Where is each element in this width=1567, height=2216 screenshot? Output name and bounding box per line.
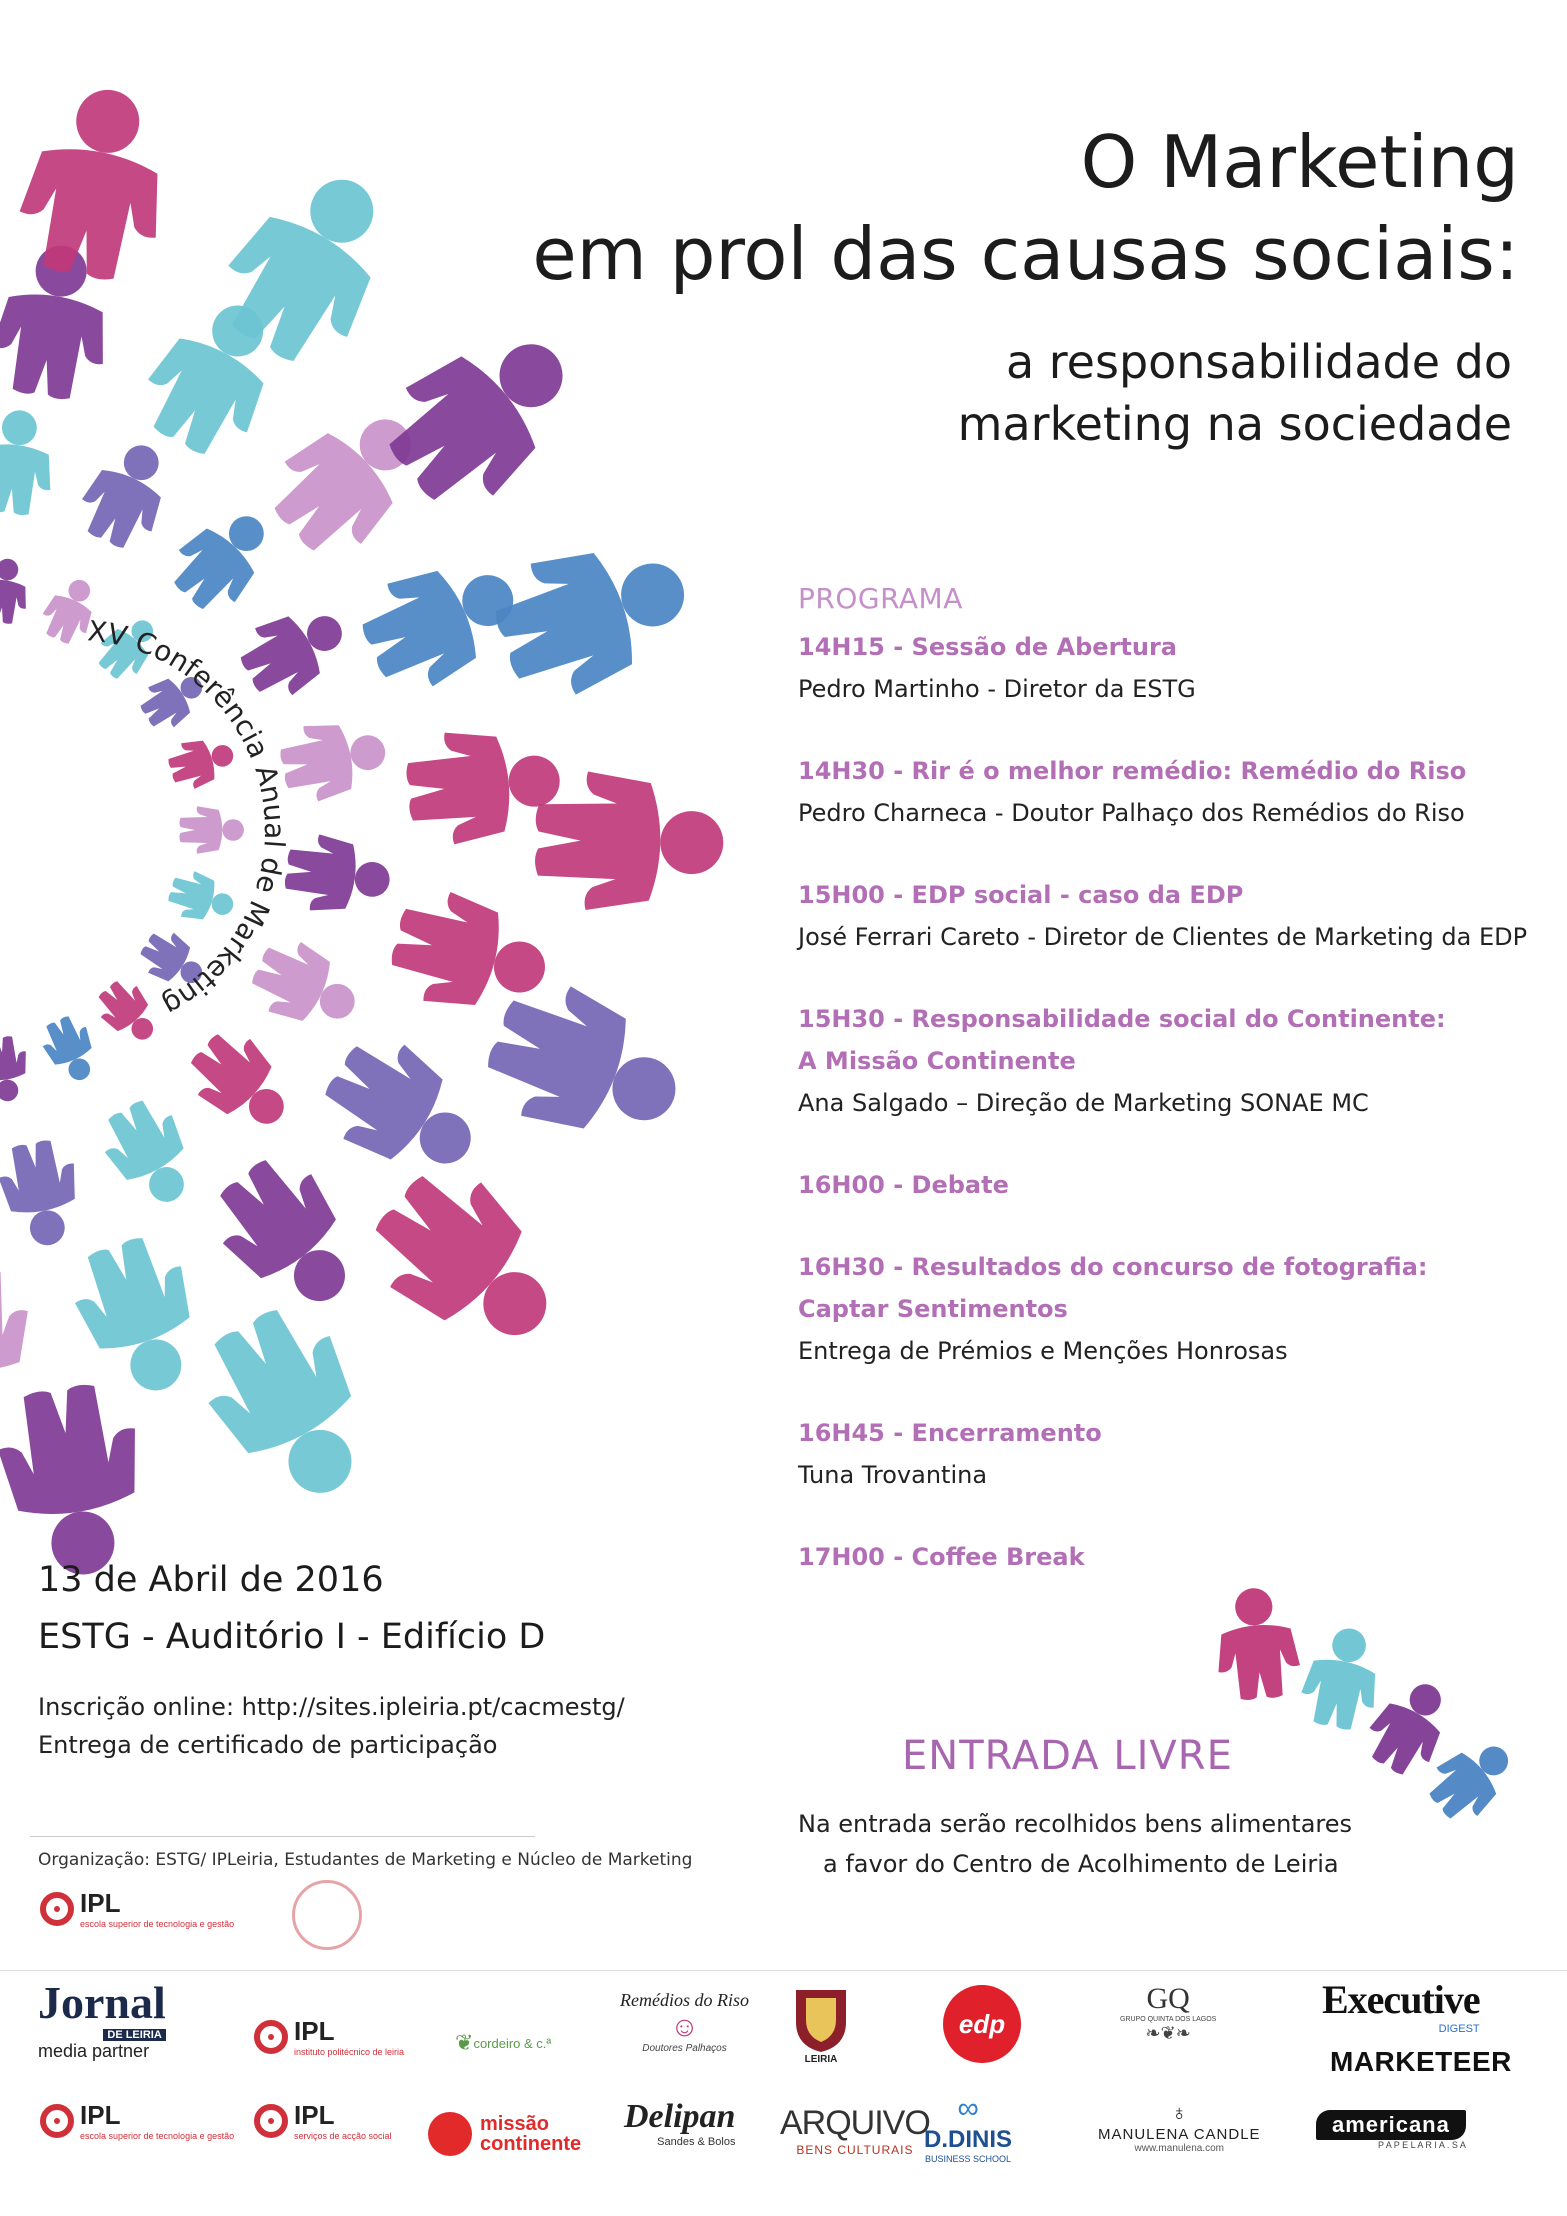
missao-continente-logo <box>428 2112 581 2156</box>
person-figure <box>179 806 243 854</box>
ipl-estg-logo <box>40 1888 234 1929</box>
organization-label: Organização: ESTG/ IPLeiria, Estudantes de Marketing e Núcleo de Marketing <box>38 1850 693 1870</box>
program-item-title: 14H15 - Sessão de Abertura <box>798 633 1177 661</box>
ipl-logo <box>254 2016 404 2057</box>
program-list <box>798 626 1538 1618</box>
person-figure <box>177 1019 305 1146</box>
arquivo-text: ARQUIVO <box>780 2104 930 2142</box>
digest-text: DIGEST <box>1438 2023 1480 2035</box>
program-item-title-cont: A Missão Continente <box>798 1047 1076 1075</box>
americana-papelaria-logo <box>1316 2110 1466 2150</box>
program-item-title-cont: Captar Sentimentos <box>798 1295 1068 1323</box>
remedios-do-riso-logo <box>620 1990 749 2054</box>
missao-text: missão <box>480 2113 549 2135</box>
ipl-estg-logo-2 <box>40 2100 234 2141</box>
person-figure <box>0 1378 156 1585</box>
ipl-text: IPL <box>80 1888 121 1918</box>
event-venue: ESTG - Auditório I - Edifício D <box>38 1617 546 1657</box>
program-item <box>798 1536 1538 1578</box>
marketeer-logo <box>1330 2046 1512 2078</box>
ddinis-subtext: BUSINESS SCHOOL <box>924 2154 1012 2164</box>
registration-info: Inscrição online: http://sites.ipleiria.pt/cacmestg/ <box>38 1693 625 1721</box>
ipl-subtext: serviços de acção social <box>294 2131 392 2141</box>
person-figure <box>254 386 442 572</box>
person-figure <box>89 973 167 1053</box>
person-figure <box>91 1090 208 1218</box>
remedios-text: Remédios do Riso <box>620 1990 749 2010</box>
remedios-subtext: Doutores Palhaços <box>642 2043 727 2054</box>
executive-digest-logo <box>1322 1976 1480 2035</box>
ipl-text: IPL <box>80 2100 121 2130</box>
jornal-text: Jornal <box>38 1977 166 2028</box>
delipan-text: Delipan <box>624 2098 736 2135</box>
person-figure <box>482 519 705 711</box>
subtitle-line-1: a responsabilidade do <box>1005 335 1512 389</box>
ipl-mark-icon <box>40 1892 74 1926</box>
grupo-quinta-dos-lagos-logo <box>1120 1982 1216 2044</box>
person-figure <box>70 431 183 557</box>
ornament-icon: ❧❦❧ <box>1145 2023 1191 2043</box>
person-figure <box>0 1136 88 1253</box>
executive-text: Executive <box>1322 1977 1480 2022</box>
program-item-title: 16H30 - Resultados do concurso de fotografia: <box>798 1253 1428 1281</box>
gq-subtext: GRUPO QUINTA DOS LAGOS <box>1120 2016 1217 2023</box>
person-figure <box>1296 1621 1389 1734</box>
ipl-subtext: escola superior de tecnologia e gestão <box>80 1919 235 1929</box>
program-item <box>798 1246 1538 1372</box>
subtitle-line-2: marketing na sociedade <box>957 397 1512 451</box>
divider <box>0 1970 1567 1971</box>
divider <box>30 1836 535 1837</box>
person-figure <box>164 730 239 794</box>
person-figure <box>282 831 394 920</box>
program-item <box>798 750 1538 834</box>
ipl-mark-icon <box>40 2104 74 2138</box>
program-item-speaker: Entrega de Prémios e Menções Honrosas <box>798 1337 1288 1365</box>
program-item-title: 15H30 - Responsabilidade social do Continente: <box>798 1005 1446 1033</box>
leiria-crest-logo <box>788 1982 854 2065</box>
candle-flame-icon: ♁ <box>1171 2100 1188 2125</box>
smile-icon <box>428 2112 472 2156</box>
program-item-speaker: José Ferrari Careto - Diretor de Clientes de Marketing da EDP <box>798 923 1528 951</box>
program-item-speaker: Pedro Charneca - Doutor Palhaço dos Remédios do Riso <box>798 799 1465 827</box>
crest-icon <box>788 1982 854 2054</box>
americana-text: americana <box>1316 2110 1466 2140</box>
edp-logo <box>943 1985 1021 2063</box>
corner-people-figures <box>1211 1585 1525 1831</box>
program-heading: PROGRAMA <box>798 582 963 615</box>
person-figure <box>230 592 358 709</box>
ddinis-text: D.DINIS <box>924 2126 1013 2153</box>
americana-subtext: P A P E L A R I A . S A <box>1377 2140 1466 2150</box>
ipl-text: IPL <box>294 2016 335 2046</box>
mandala-people-figures <box>0 75 724 1585</box>
ipl-mark-icon <box>254 2020 288 2054</box>
arquivo-subtext: BENS CULTURAIS <box>796 2143 914 2157</box>
marketeer-text: MARKETEER <box>1330 2046 1512 2077</box>
person-figure <box>383 882 558 1028</box>
manulena-candle-logo <box>1098 2100 1261 2154</box>
program-item-speaker: Ana Salgado – Direção de Marketing SONAE MC <box>798 1089 1369 1117</box>
jornal-de-leiria-logo <box>38 1976 166 2062</box>
program-item <box>798 626 1538 710</box>
delipan-logo <box>624 2098 735 2148</box>
media-partner-label: media partner <box>38 2041 150 2061</box>
program-item <box>798 1412 1538 1496</box>
program-item <box>798 1164 1538 1206</box>
ipl-sas-logo <box>254 2100 392 2141</box>
program-item-title: 15H00 - EDP social - caso da EDP <box>798 881 1244 909</box>
d-dinis-logo <box>924 2092 1012 2164</box>
person-figure <box>61 1227 217 1408</box>
person-figure <box>35 1011 105 1089</box>
title-line-1: O Marketing <box>1080 120 1519 204</box>
ipl-subtext: instituto politécnico de leiria <box>294 2047 405 2057</box>
program-item-title: 17H00 - Coffee Break <box>798 1543 1085 1571</box>
person-figure <box>534 771 724 913</box>
person-figure <box>366 302 599 528</box>
manulena-text: MANULENA CANDLE <box>1098 2126 1261 2143</box>
person-figure <box>184 1291 396 1523</box>
delipan-subtext: Sandes & Bolos <box>657 2136 736 2148</box>
cordeiro-logo <box>455 2030 551 2056</box>
person-figure <box>10 77 182 288</box>
continente-text: continente <box>480 2133 582 2155</box>
person-figure <box>276 712 393 807</box>
jornal-bar: DE LEIRIA <box>103 2029 165 2041</box>
program-item-speaker: Tuna Trovantina <box>798 1461 988 1489</box>
ipl-subtext: escola superior de tecnologia e gestão <box>80 2131 235 2141</box>
person-figure <box>164 866 239 930</box>
person-figure <box>308 1022 497 1199</box>
program-item <box>798 998 1538 1124</box>
person-figure <box>243 930 369 1043</box>
program-item-title: 16H45 - Encerramento <box>798 1419 1102 1447</box>
edp-mark: edp <box>943 1985 1021 2063</box>
certificate-info: Entrega de certificado de participação <box>38 1731 498 1759</box>
conference-name-arc: XV Conferência Anual de Marketing <box>86 614 292 1023</box>
program-item-speaker: Pedro Martinho - Diretor da ESTG <box>798 675 1196 703</box>
leaf-icon: ❦ <box>455 2030 474 2055</box>
marketing-nucleus-logo <box>292 1880 362 1950</box>
person-figure <box>351 1149 584 1377</box>
person-figure <box>159 495 286 623</box>
free-entry-label: ENTRADA LIVRE <box>902 1733 1233 1779</box>
person-figure <box>0 406 60 518</box>
food-collection-note-2: a favor do Centro de Acolhimento de Leiria <box>823 1850 1339 1878</box>
person-figure <box>0 556 32 627</box>
leiria-text: LEIRIA <box>804 2054 838 2065</box>
person-figure <box>473 968 698 1165</box>
person-figure <box>0 1034 32 1105</box>
event-date: 13 de Abril de 2016 <box>38 1560 384 1600</box>
program-item <box>798 874 1538 958</box>
program-item-title: 14H30 - Rir é o melhor remédio: Remédio do Riso <box>798 757 1467 785</box>
manulena-subtext: www.manulena.com <box>1134 2143 1225 2154</box>
infinity-icon: ∞ <box>957 2092 979 2125</box>
clown-icon: ☺ <box>670 2011 699 2042</box>
gq-text: GQ <box>1146 1982 1190 2015</box>
program-item-title: 16H00 - Debate <box>798 1171 1009 1199</box>
brain-icon <box>292 1880 362 1950</box>
ipl-text: IPL <box>294 2100 335 2130</box>
cordeiro-text: cordeiro & c.ª <box>473 2035 552 2051</box>
person-figure <box>197 1141 379 1330</box>
arquivo-bens-culturais-logo <box>780 2104 930 2157</box>
ipl-mark-icon <box>254 2104 288 2138</box>
food-collection-note-1: Na entrada serão recolhidos bens alimentares <box>798 1810 1353 1838</box>
title-line-2: em prol das causas sociais: <box>532 212 1519 296</box>
